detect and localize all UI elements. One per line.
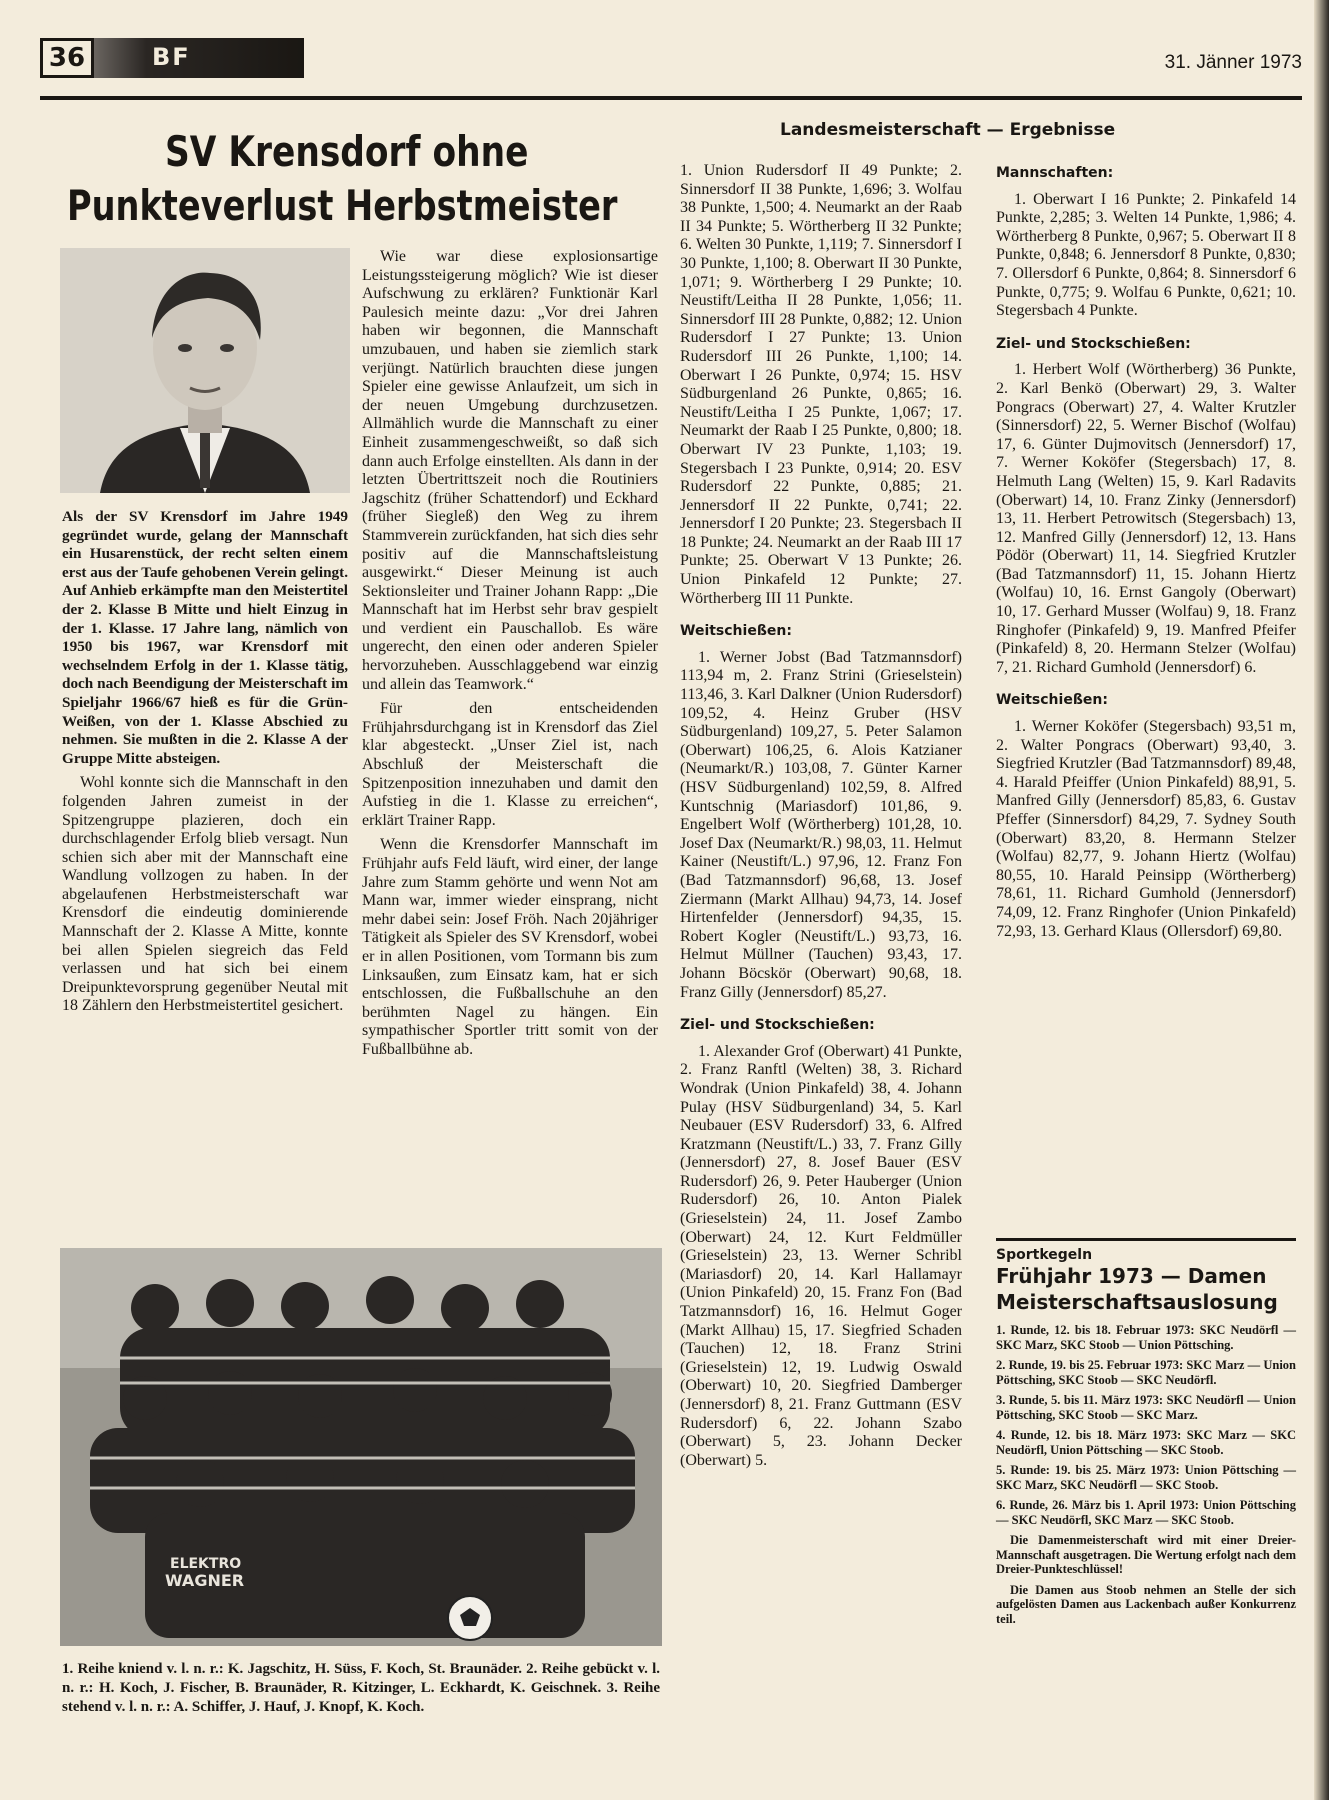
ziel-text-right: 1. Herbert Wolf (Wörtherberg) 36 Punkte, 2. Karl Benkö (Oberwart) 29, 3. Walter Pongracs (Oberwart) 27, 4. Walter Krutzler (Sinnersdorf) 22, 5. Werner Bischof (Wolfau) 17, 6. Günter Dujmovitsch (Jennersdorf) 17, 7. Werner Koköfer (Stegersbach) 17, 8. Helmuth Lang (Welten) 15, 9. Karl Radavits (Oberwart) 14, 10. Franz Zinky (Jennersdorf) 13, 11. Herbert Petrowitsch (Stegersbach) 13, 12. Manfred Gilly (Jennersdorf) 12, 13. Hans Pödör (Oberwart) 11, 14. Siegfried Krutzler (Bad Tatzmannsdorf) 11, 15. Johann Hiertz (Wolfau) 10, 16. Ernst Gangoly (Oberwart) 10, 17. Gerhard Musser (Wolfau) 9, 18. Franz Ringhofer (Pinkafeld) 9, 19. Manfred Pfeifer (Pinkafeld) 8, 20. Hermann Stelzer (Wolfau) 7, 21. Richard Gumhold (Jennersdorf) 6. (996, 361, 1296, 676)
kegeln-section (996, 1238, 1296, 1626)
results-column (680, 162, 962, 1476)
results-weit: 1. Werner Jobst (Bad Tatzmannsdorf) 113,94 m, 2. Franz Strini (Grieselstein) 113,46, 3. Karl Dalkner (Union Rudersdorf) 109,52, 4. Heinz Gruber (HSV Südburgenland) 109,27, 5. Peter Salamon (Oberwart) 106,25, 6. Alois Katzianer (Neumarkt/R.) 103,08, 7. Günter Karner (HSV Südburgenland) 102,59, 8. Alfred Kuntschnig (Mariasdorf) 101,86, 9. Engelbert Wolf (Wörtherberg) 101,28, 10. Josef Dax (Neumarkt/R.) 98,03, 11. Helmut Kainer (Neustift/L.) 97,96, 12. Franz Fon (Bad Tatzmannsdorf) 96,68, 13. Josef Ziermann (Markt Allhau) 94,73, 14. Josef Hirtenfelder (Jennersdorf) 94,35, 15. Robert Kogler (Neustift/L.) 93,73, 16. Helmut Müllner (Tauchen) 93,43, 17. Johann Böcskör (Oberwart) 90,68, 18. Franz Gilly (Jennersdorf) 85,27. (680, 648, 963, 1001)
round-item: 1. Runde, 12. bis 18. Februar 1973: SKC Neudörfl — SKC Marz, SKC Stoob — Union Pöttsching. (996, 1323, 1296, 1352)
weit-text-right: 1. Werner Koköfer (Stegersbach) 93,51 m, 2. Walter Pongracs (Oberwart) 93,40, 3. Siegfried Krutzler (Bad Tatzmannsdorf) 89,48, 4. Harald Pfeiffer (Union Pinkafeld) 88,91, 5. Manfred Gilly (Jennersdorf) 85,83, 6. Gustav Pfeffer (Sinnersdorf) 84,29, 7. Sydney South (Oberwart) 83,20, 8. Hermann Stelzer (Wolfau) 82,77, 9. Johann Hiertz (Wolfau) 80,55, 10. Harald Peinsipp (Wörtherberg) 78,61, 11. Richard Gumhold (Jennersdorf) 74,09, 12. Franz Ringhofer (Union Pinkafeld) 72,93, 13. Gerhard Klaus (Ollersdorf) 69,80. (996, 718, 1296, 940)
weit-heading-right: Weitschießen: (996, 692, 1108, 709)
article-column-1 (62, 508, 348, 1022)
jersey-label-1: ELEKTRO (170, 1556, 242, 1572)
kegeln-kicker: Sportkegeln (996, 1247, 1093, 1263)
title-line-2: Punkteverlust Herbstmeister (67, 182, 618, 231)
photo-caption: 1. Reihe kniend v. l. n. r.: K. Jagschitz, H. Süss, F. Koch, St. Braunäder. 2. Reihe gebückt v. l. n. r.: H. Koch, J. Fischer, B. Braunäder, R. Kitzinger, L. Eckhardt, K. Geischnek. 3. Reihe stehend v. l. n. r.: A. Schiffer, J. Hauf, J. Knopf, K. Koch. (62, 1661, 660, 1715)
results-ziel: 1. Alexander Grof (Oberwart) 41 Punkte, 2. Franz Ranftl (Welten) 38, 3. Richard Wondrak (Union Pinkafeld) 38, 4. Johann Pulay (HSV Südburgenland) 34, 5. Karl Neubauer (ESV Rudersdorf) 33, 6. Alfred Kratzmann (Neustift/L.) 33, 7. Franz Gilly (Jennersdorf) 27, 8. Josef Bauer (ESV Rudersdorf) 26, 9. Peter Hauberger (Union Rudersdorf) 26, 10. Anton Pialek (Grieselstein) 24, 11. Josef Zambo (Oberwart) 24, 12. Kurt Feldmüller (Grieselstein) 23, 13. Werner Schribl (Mariasdorf) 20, 14. Karl Hallamayr (Union Pinkafeld) 20, 15. Franz Fon (Bad Tatzmannsdorf) 16, 16. Helmut Goger (Markt Allhau) 15, 17. Siegfried Schaden (Tauchen) 12, 18. Franz Strini (Grieselstein) 12, 19. Ludwig Oswald (Oberwart) 10, 20. Siegfried Damberger (Jennersdorf) 8, 21. Franz Guttmann (ESV Rudersdorf) 6, 22. Johann Szabo (Oberwart) 5, 23. Johann Decker (Oberwart) 5. (680, 1042, 962, 1469)
article-column-2 (362, 248, 658, 1066)
article-paragraph: Wie war diese explosionsartige Leistungssteigerung möglich? Wie ist dieser Aufschwung zu erklären? Funktionär Karl Paulesich meinte dazu: „Vor drei Jahren haben wir begonnen, die Mannschaft umzubauen, und haben sie ziemlich stark verjüngt. Natürlich brauchten diese jungen Spieler eine gewisse Anlaufzeit, um sich in der neuen Umgebung durchzusetzen. Allmählich wurde die Mannschaft zu einer Einheit zusammengeschweißt, so daß sich dann auch Erfolge einstellten. Als dann in der letzten Übertrittszeit noch die Routiniers Jagschitz (früher Schattendorf) und Eckhard (früher Siegleß) den Weg zu ihrem Stammverein zurückfanden, hat sich dies sehr positiv auf die Mannschaftsleistung ausgewirkt.“ Dieser Meinung ist auch Sektionsleiter und Trainer Johann Rapp: „Die Mannschaft hat im Herbst sehr brav gespielt und verdient ein Pauschallob. Es wäre ungerecht, den einen oder anderen Spieler hervorzuheben. Ausschlaggebend war einzig und allein das Teamwork.“ (362, 248, 658, 693)
round-item: 3. Runde, 5. bis 11. März 1973: SKC Neudörfl — Union Pöttsching, SKC Stoob — SKC Marz. (996, 1393, 1296, 1422)
results-teams: 1. Union Rudersdorf II 49 Punkte; 2. Sinnersdorf II 38 Punkte, 1,696; 3. Wolfau 38 Punkte, 1,500; 4. Neumarkt an der Raab II 34 Punkte; 5. Wörtherberg II 32 Punkte; 6. Welten 30 Punkte, 1,119; 7. Sinnersdorf I 30 Punkte, 1,100; 8. Oberwart II 30 Punkte, 1,071; 9. Wörtherberg I 29 Punkte; 10. Neustift/Leitha II 28 Punkte, 1,056; 11. Sinnersdorf III 28 Punkte, 0,882; 12. Union Rudersdorf I 27 Punkte; 13. Union Rudersdorf III 26 Punkte, 1,100; 14. Oberwart I 26 Punkte, 0,974; 15. HSV Südburgenland 26 Punkte, 0,865; 16. Neustift/Leitha I 25 Punkte, 1,067; 17. Neumarkt der Raab I 25 Punkte, 0,800; 18. Oberwart IV 23 Punkte, 1,103; 19. Stegersbach I 23 Punkte, 0,914; 20. ESV Rudersdorf 22 Punkte, 0,885; 21. Jennersdorf II 22 Punkte, 0,741; 22. Jennersdorf I 20 Punkte; 23. Stegersbach II 18 Punkte; 24. Neumarkt an der Raab III 17 Punkte; 25. Oberwart V 13 Punkte; 26. Union Pinkafeld 12 Punkte; 27. Wörtherberg III 11 Punkte. (680, 162, 962, 607)
page-number: 36 (48, 43, 86, 73)
article-title (62, 128, 662, 238)
ziel-heading-right: Ziel- und Stockschießen: (996, 335, 1191, 352)
team-photo (60, 1248, 662, 1646)
round-item: 6. Runde, 26. März bis 1. April 1973: Union Pöttsching — SKC Neudörfl, SKC Marz — SKC Stoob. (996, 1498, 1297, 1527)
weit-heading: Weitschießen: (680, 623, 792, 640)
kegeln-top-rule (996, 1238, 1296, 1241)
mannschaften-heading: Mannschaften: (996, 165, 1114, 181)
kegeln-note-1: Die Damenmeisterschaft wird mit einer Dreier-Mannschaft ausgetragen. Die Wertung erfolgt nach dem Dreier-Punkteschlüssel! (996, 1533, 1296, 1576)
title-line-1: SV Krensdorf ohne (165, 128, 529, 177)
section-label: BF (152, 43, 191, 71)
section-bar (94, 38, 304, 78)
kegeln-title-1: Frühjahr 1973 — Damen (996, 1264, 1267, 1288)
kegeln-note-2: Die Damen aus Stoob nehmen an Stelle der sich aufgelösten Damen aus Lackenbach außer Konkurrenz teil. (996, 1582, 1296, 1626)
results-title: Landesmeisterschaft — Ergebnisse (780, 120, 1116, 140)
page-number-box (40, 38, 94, 78)
mannschaften-text: 1. Oberwart I 16 Punkte; 2. Pinkafeld 14 Punkte, 2,285; 3. Welten 14 Punkte, 1,986; 4. Wörtherberg 8 Punkte, 0,967; 5. Oberwart II 8 Punkte, 0,848; 6. Jennersdorf 8 Punkte, 0,830; 7. Ollersdorf 6 Punkte, 0,864; 8. Sinnersdorf 6 Punkte, 0,775; 9. Wolfau 6 Punkte, 0,621; 10. Stegersbach 4 Punkte. (996, 190, 1296, 320)
round-item: 5. Runde: 19. bis 25. März 1973: Union Pöttsching — SKC Marz, SKC Neudörfl — SKC Stoob. (996, 1463, 1297, 1492)
page-header (40, 38, 1302, 96)
article-paragraph: Für den entscheidenden Frühjahrsdurchgang ist in Krensdorf das Ziel klar abgesteckt. „Unser Ziel ist, nach Abschluß der Meisterschaft die Spitzenposition innezuhaben und damit den Aufstieg in die 1. Klasse zu erreichen“, erklärt Trainer Rapp. (362, 700, 658, 829)
article-paragraph: Wenn die Krensdorfer Mannschaft im Frühjahr aufs Feld läuft, wird einer, der lange Jahre zum Stamm gehörte und wenn Not am Mann war, immer wieder einsprang, nicht mehr dabei sein: Josef Fröh. Nach 20jähriger Tätigkeit als Spieler des SV Krensdorf, wobei er in allen Positionen, vom Tormann bis zum Linksaußen, zum Einsatz kam, hat er sich entschlossen, die Fußballschuhe an den berühmten Nagel zu hängen. Ein sympathischer Sportler tritt somit von der Fußballbühne ab. (362, 836, 658, 1058)
ziel-heading: Ziel- und Stockschießen: (680, 1017, 875, 1034)
article-lead: Als der SV Krensdorf im Jahre 1949 gegründet wurde, gelang der Mannschaft ein Husarenstück, der recht selten einem erst aus der Taufe gehobenen Verein gelingt. Auf Anhieb erkämpfte man den Meistertitel der 2. Klasse B Mitte und hielt Einzug in der 1. Klasse. 17 Jahre lang, nämlich von 1950 bis 1967, war Krensdorf mit wechselndem Erfolg in der 1. Klasse tätig, doch nach Beendigung der Meisterschaft im Spieljahr 1966/67 hieß es für die Grün-Weißen, von der 1. Klasse Abschied zu nehmen. Sie mußten in die 2. Klasse A der Gruppe Mitte absteigen. (62, 508, 348, 767)
right-column (996, 164, 1296, 947)
kegeln-title-2: Meisterschaftsauslosung (996, 1290, 1278, 1314)
portrait-photo (60, 248, 350, 493)
kegeln-rounds (996, 1323, 1296, 1626)
round-item: 4. Runde, 12. bis 18. März 1973: SKC Marz — SKC Neudörfl, Union Pöttsching — SKC Stoob. (996, 1428, 1296, 1457)
round-item: 2. Runde, 19. bis 25. Februar 1973: SKC Marz — Union Pöttsching, SKC Stoob — SKC Neudörfl. (996, 1358, 1297, 1387)
issue-date: 31. Jänner 1973 (1164, 52, 1302, 73)
page-edge (1314, 0, 1329, 1800)
article-paragraph: Wohl konnte sich die Mannschaft in den folgenden Jahren zumeist in der Spitzengruppe plazieren, doch ein durchschlagender Erfolg blieb versagt. Nun schien sich aber mit der Mannschaft eine Wandlung vollzogen zu haben. In der abgelaufenen Herbstmeisterschaft war Krensdorf die eindeutig dominierende Mannschaft der 2. Klasse A Mitte, konnte bei allen Spielen siegreich das Feld verlassen und hat sich bei einem Dreipunktevorsprung gegenüber Neutal mit 18 Zählern den Herbstmeistertitel gesichert. (62, 774, 348, 1015)
header-rule (40, 96, 1302, 100)
jersey-label-2: WAGNER (165, 1571, 245, 1590)
